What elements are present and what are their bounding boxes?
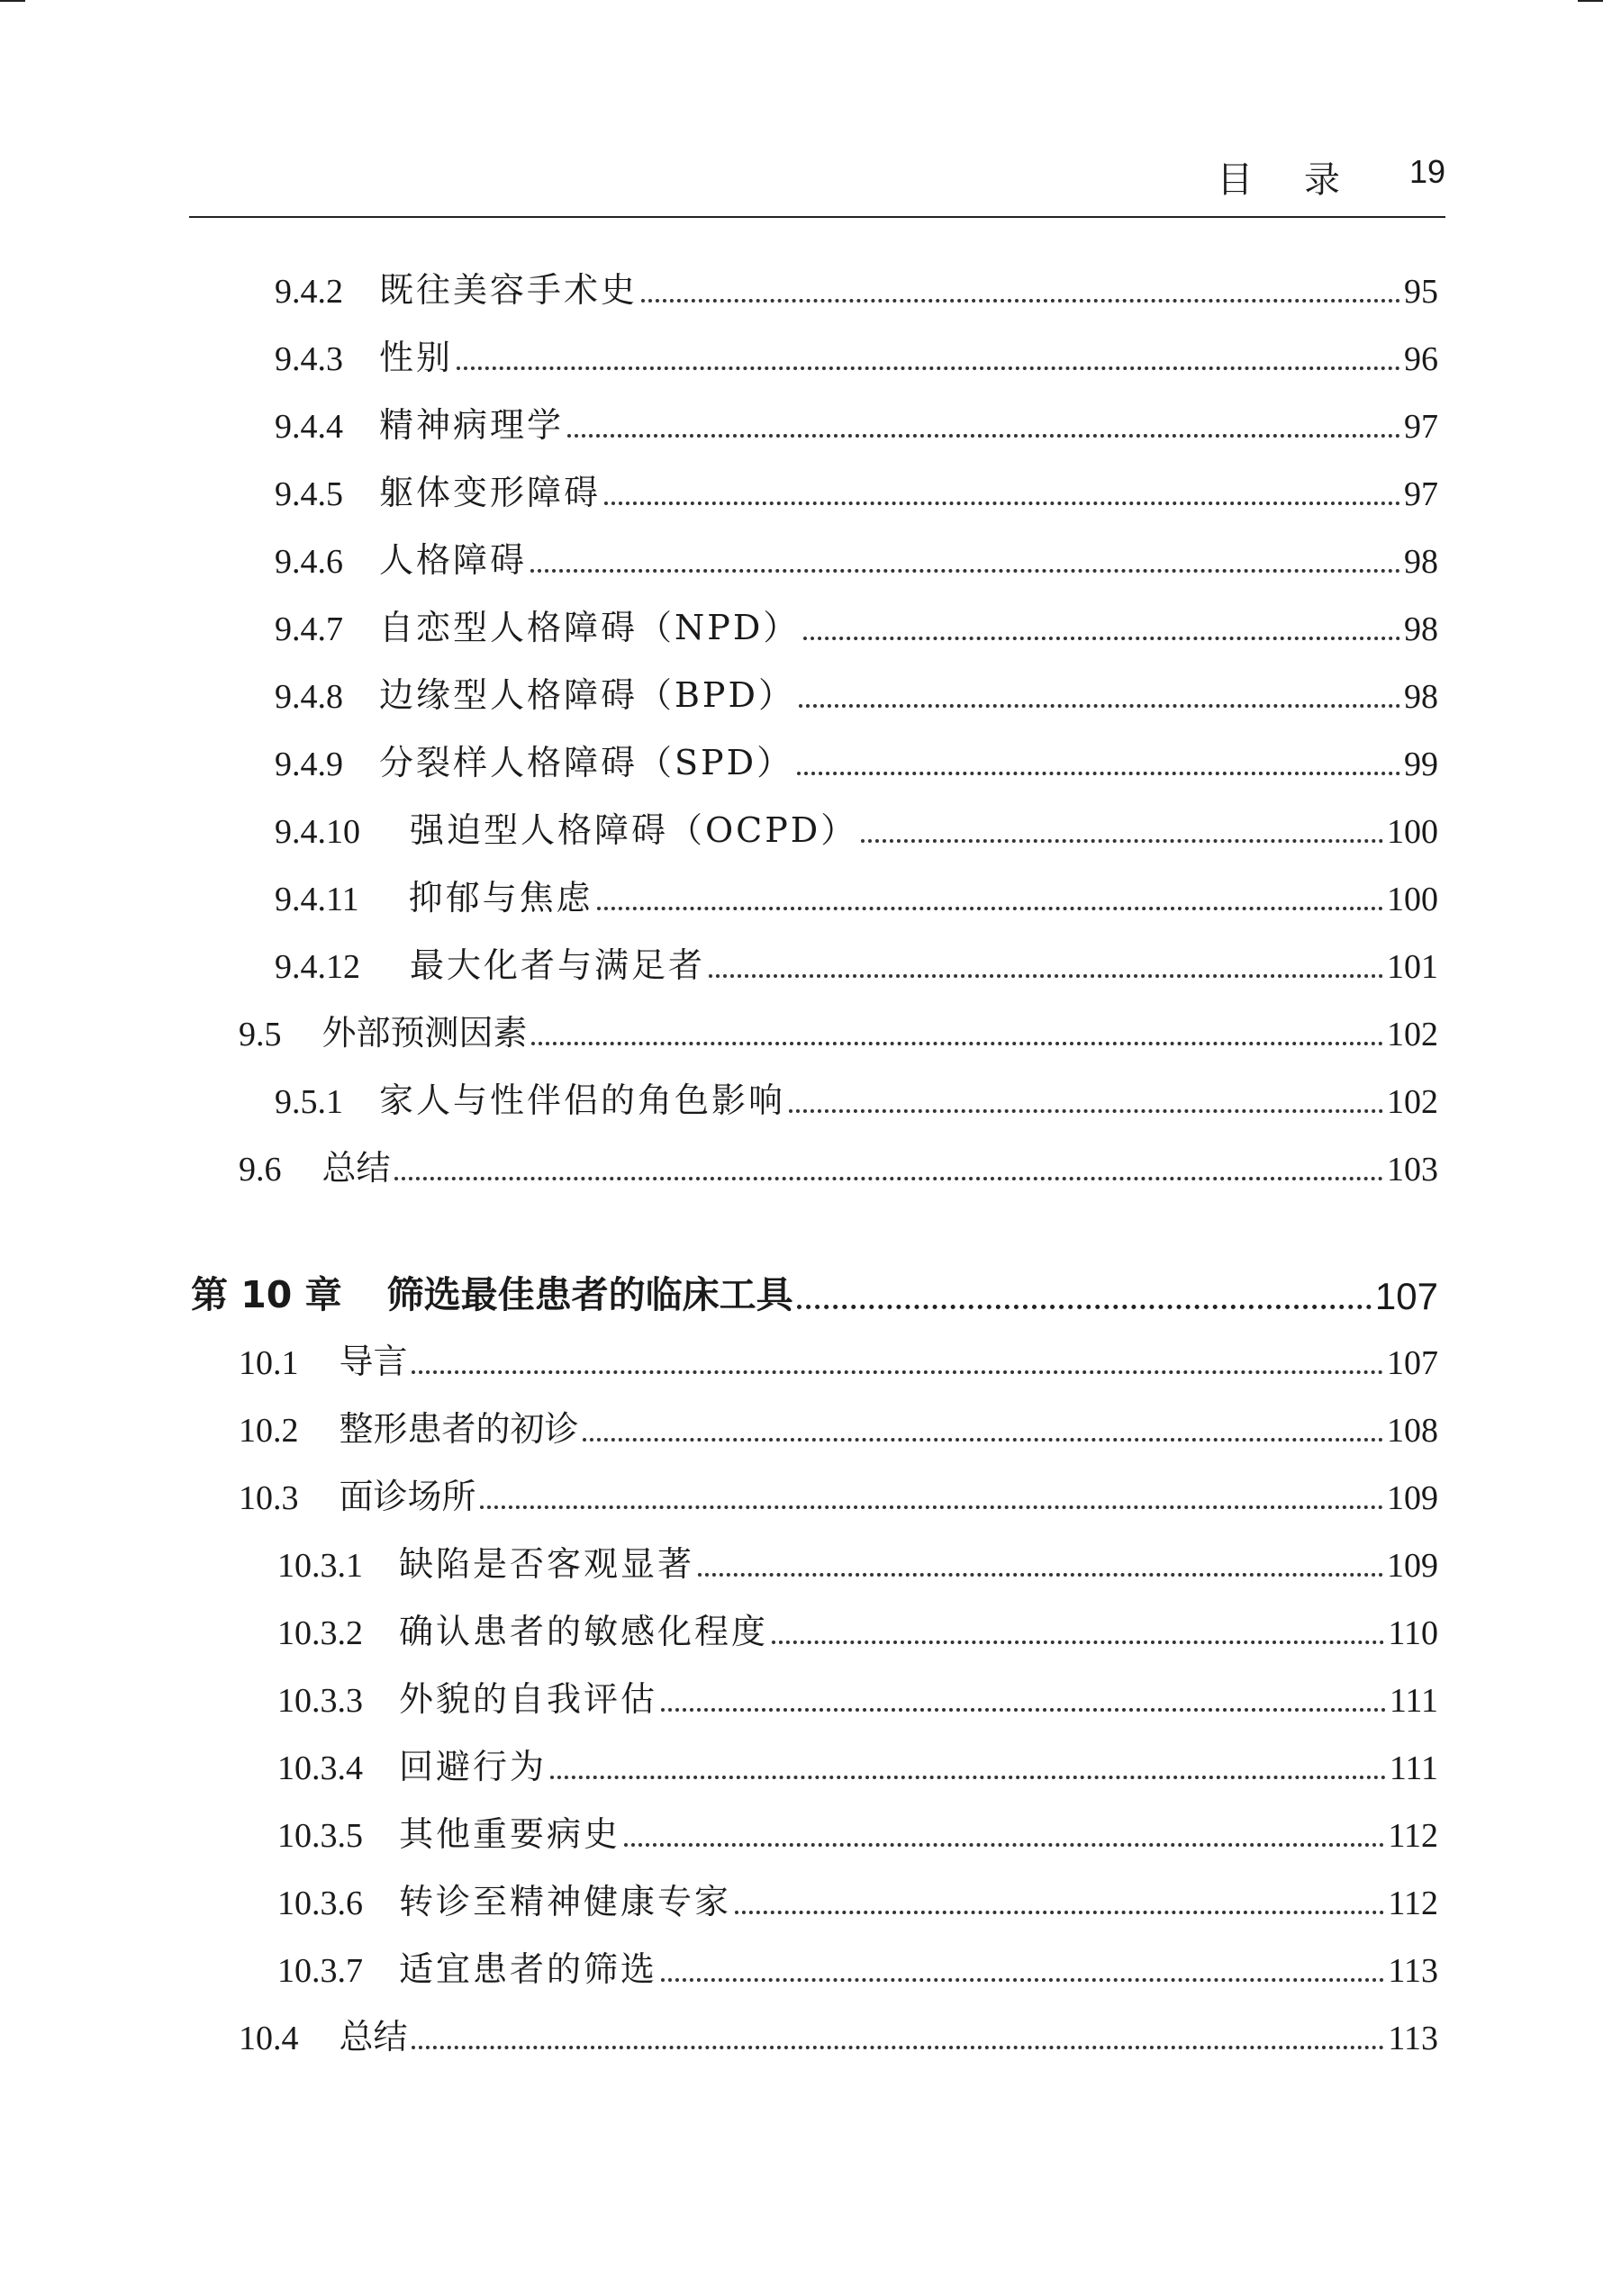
- toc-entry-title: 确认患者的敏感化程度: [399, 1612, 769, 1651]
- dot-leader: [661, 1708, 1386, 1712]
- toc-entry[interactable]: [275, 599, 1438, 649]
- toc-entry[interactable]: [275, 801, 1438, 852]
- dot-leader: [803, 637, 1400, 640]
- toc-entry-page: 108: [1387, 1412, 1438, 1450]
- toc-entry-page: 112: [1388, 1885, 1438, 1922]
- toc-entry[interactable]: [277, 1535, 1438, 1586]
- dot-leader: [604, 502, 1400, 505]
- toc-entry-page: 107: [1374, 1275, 1438, 1317]
- dot-leader: [412, 1370, 1383, 1374]
- dot-leader: [597, 907, 1383, 910]
- toc-entry[interactable]: [239, 2008, 1438, 2058]
- toc-entry[interactable]: [275, 329, 1438, 379]
- toc-entry-title: 强迫型人格障碍（OCPD）: [410, 810, 858, 850]
- toc-entry-number: 第 10 章: [191, 1273, 342, 1316]
- toc-entry[interactable]: [275, 396, 1438, 447]
- toc-entry[interactable]: [275, 734, 1438, 784]
- dot-leader: [457, 366, 1400, 370]
- toc-entry[interactable]: [239, 1139, 1438, 1189]
- dot-leader: [797, 1305, 1372, 1309]
- toc-entry-number: 9.5: [239, 1016, 282, 1053]
- toc-entry[interactable]: [239, 1468, 1438, 1518]
- toc-entry-number: 9.4.4: [275, 408, 343, 446]
- toc-entry-number: 10.3: [239, 1479, 299, 1517]
- toc-entry-page: 102: [1387, 1016, 1438, 1053]
- crop-mark: [1578, 0, 1603, 2]
- dot-leader: [530, 569, 1400, 573]
- toc-entry-title: 既往美容手术史: [379, 270, 638, 310]
- dot-leader: [567, 434, 1400, 438]
- toc-entry-number: 10.3.6: [277, 1885, 363, 1922]
- toc-entry-title: 回避行为: [399, 1747, 548, 1786]
- toc-entry-number: 9.4.10: [275, 813, 360, 851]
- toc-entry-number: 9.4.3: [275, 340, 343, 378]
- toc-entry-number: 9.4.11: [275, 881, 359, 918]
- toc-entry-page: 109: [1387, 1479, 1438, 1517]
- header-page-number: 19: [1408, 153, 1445, 190]
- toc-entry[interactable]: [239, 1333, 1438, 1383]
- dot-leader: [772, 1641, 1384, 1644]
- toc-entry[interactable]: [275, 261, 1438, 312]
- dot-leader: [624, 1843, 1384, 1847]
- toc-entry[interactable]: [275, 869, 1438, 919]
- toc-entry-page: 107: [1387, 1344, 1438, 1382]
- toc-entry[interactable]: [277, 1940, 1438, 1991]
- dot-leader: [661, 1978, 1384, 1982]
- toc-entry[interactable]: [277, 1670, 1438, 1721]
- toc-entry-title: 总结: [322, 1148, 391, 1188]
- toc-entry[interactable]: [191, 1268, 1438, 1318]
- toc-entry-page: 111: [1389, 1749, 1438, 1787]
- dot-leader: [797, 772, 1400, 775]
- toc-entry-title: 总结: [339, 2017, 408, 2056]
- toc-entry-title: 自恋型人格障碍（NPD）: [379, 608, 801, 647]
- toc-entry-page: 100: [1387, 881, 1438, 918]
- toc-entry-title: 适宜患者的筛选: [399, 1949, 658, 1989]
- toc-entry-number: 9.4.7: [275, 610, 343, 648]
- toc-entry-page: 113: [1388, 2020, 1438, 2057]
- toc-entry[interactable]: [239, 1400, 1438, 1451]
- toc-entry-title: 人格障碍: [379, 540, 528, 580]
- toc-entry-page: 97: [1404, 408, 1438, 446]
- toc-entry-number: 9.4.12: [275, 948, 360, 986]
- toc-entry-number: 10.1: [239, 1344, 299, 1382]
- toc-entry-page: 98: [1404, 610, 1438, 648]
- toc-entry-page: 95: [1404, 273, 1438, 311]
- toc-entry-number: 9.5.1: [275, 1083, 343, 1121]
- toc-entry[interactable]: [277, 1738, 1438, 1788]
- toc-entry-title: 家人与性伴侣的角色影响: [379, 1080, 786, 1120]
- running-header: [189, 144, 1445, 218]
- toc-entry-title: 整形患者的初诊: [339, 1409, 579, 1449]
- toc-entry-page: 110: [1388, 1614, 1438, 1652]
- toc-entry[interactable]: [277, 1603, 1438, 1653]
- crop-mark: [0, 0, 25, 2]
- header-section-title: 目 录: [1217, 159, 1360, 201]
- toc-entry-number: 10.3.1: [277, 1547, 363, 1585]
- dot-leader: [531, 1042, 1383, 1045]
- toc-entry-number: 9.4.2: [275, 273, 343, 311]
- toc-entry-page: 113: [1388, 1952, 1438, 1990]
- toc-entry[interactable]: [275, 936, 1438, 987]
- dot-leader: [641, 299, 1400, 303]
- toc-entry-title: 性别: [379, 338, 454, 377]
- toc-entry-number: 9.6: [239, 1151, 282, 1189]
- dot-leader: [480, 1505, 1383, 1509]
- toc-entry-title: 最大化者与满足者: [410, 945, 706, 985]
- toc-entry-title: 分裂样人格障碍（SPD）: [379, 743, 794, 782]
- toc-entry-number: 9.4.5: [275, 475, 343, 513]
- toc-entry-title: 外貌的自我评估: [399, 1679, 658, 1719]
- toc-entry-number: 9.4.6: [275, 543, 343, 581]
- dot-leader: [709, 974, 1383, 978]
- toc-entry-title: 转诊至精神健康专家: [399, 1882, 732, 1921]
- toc-entry-page: 98: [1404, 543, 1438, 581]
- toc-entry-page: 96: [1404, 340, 1438, 378]
- toc-entry-number: 10.3.2: [277, 1614, 363, 1652]
- toc-entry-number: 10.3.7: [277, 1952, 363, 1990]
- toc-entry-page: 109: [1387, 1547, 1438, 1585]
- toc-entry[interactable]: [277, 1873, 1438, 1923]
- toc-entry-title: 躯体变形障碍: [379, 473, 602, 512]
- toc-entry-page: 102: [1387, 1083, 1438, 1121]
- toc-entry-number: 10.4: [239, 2020, 299, 2057]
- toc-entry-title: 筛选最佳患者的临床工具: [386, 1273, 793, 1316]
- toc-entry-number: 10.3.3: [277, 1682, 363, 1720]
- toc-entry-title: 其他重要病史: [399, 1814, 621, 1854]
- dot-leader: [698, 1573, 1383, 1577]
- dot-leader: [861, 839, 1383, 843]
- toc-entry[interactable]: [275, 464, 1438, 514]
- dot-leader: [550, 1776, 1386, 1779]
- toc-entry-title: 缺陷是否客观显著: [399, 1544, 695, 1584]
- dot-leader: [583, 1438, 1383, 1442]
- toc-entry-page: 99: [1404, 746, 1438, 783]
- toc-entry-number: 10.3.5: [277, 1817, 363, 1855]
- toc-entry-page: 111: [1389, 1682, 1438, 1720]
- toc-entry-page: 97: [1404, 475, 1438, 513]
- toc-entry-page: 103: [1387, 1151, 1438, 1189]
- toc-entry-page: 100: [1387, 813, 1438, 851]
- toc-entry[interactable]: [275, 666, 1438, 717]
- dot-leader: [799, 704, 1400, 708]
- toc-entry[interactable]: [275, 1071, 1438, 1122]
- dot-leader: [789, 1109, 1383, 1113]
- toc-entry-title: 精神病理学: [379, 405, 565, 445]
- toc-entry-title: 边缘型人格障碍（BPD）: [379, 675, 795, 715]
- toc-entry-page: 101: [1387, 948, 1438, 986]
- toc-entry-title: 导言: [339, 1342, 408, 1381]
- toc-entry[interactable]: [275, 531, 1438, 582]
- toc-entry-page: 112: [1388, 1817, 1438, 1855]
- toc-entry-page: 98: [1404, 678, 1438, 716]
- dot-leader: [412, 2046, 1385, 2049]
- toc-entry-number: 9.4.8: [275, 678, 343, 716]
- toc-entry-title: 抑郁与焦虑: [408, 878, 593, 917]
- toc-entry-title: 面诊场所: [339, 1477, 476, 1516]
- dot-leader: [394, 1177, 1383, 1180]
- toc-entry[interactable]: [277, 1805, 1438, 1856]
- toc-entry-number: 10.3.4: [277, 1749, 363, 1787]
- dot-leader: [735, 1911, 1384, 1914]
- toc-entry[interactable]: [239, 1004, 1438, 1054]
- toc-entry-number: 10.2: [239, 1412, 299, 1450]
- toc-entry-number: 9.4.9: [275, 746, 343, 783]
- toc-entry-title: 外部预测因素: [322, 1013, 528, 1053]
